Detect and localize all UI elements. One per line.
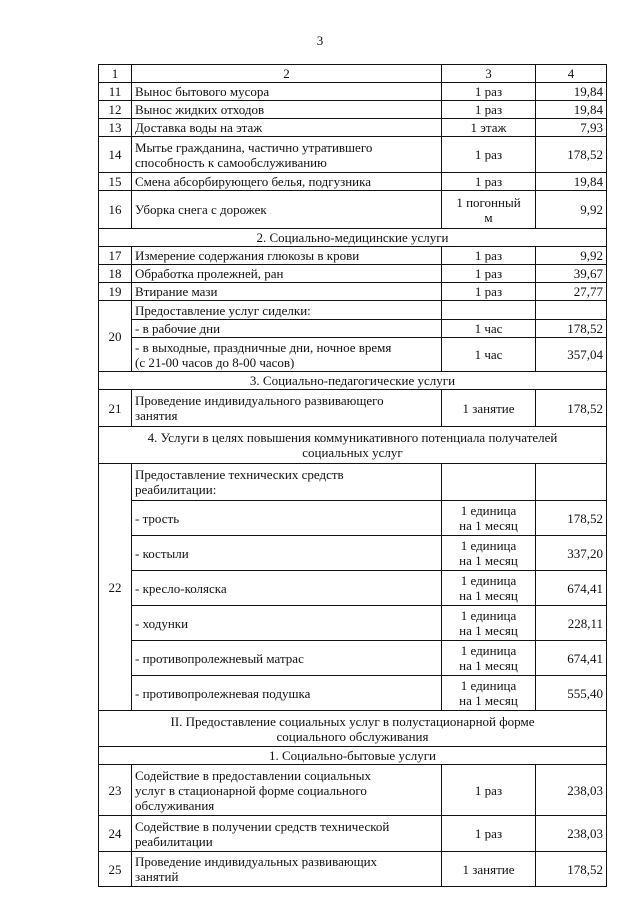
service-unit — [442, 191, 536, 229]
service-price: 7,93 — [536, 119, 607, 137]
service-name — [132, 390, 442, 427]
service-unit-line: 1 единица — [460, 503, 517, 518]
row-number: 19 — [99, 283, 132, 301]
service-unit: 1 раз — [442, 265, 536, 283]
section-heading-line: II. Предоставление социальных услуг в полустационарной форме — [170, 713, 535, 729]
service-name: Обработка пролежней, ран — [132, 265, 442, 283]
service-unit: 1 раз — [442, 137, 536, 173]
service-unit — [442, 641, 536, 676]
header-row — [99, 65, 607, 83]
table-row — [99, 301, 607, 320]
service-name-line: Содействие в предоставлении социальных — [135, 767, 371, 783]
service-unit: 1 раз — [442, 816, 536, 852]
table-row — [99, 852, 607, 887]
service-name-line: занятий — [135, 869, 179, 884]
page-number: 3 — [316, 33, 324, 48]
service-price: 19,84 — [536, 83, 607, 101]
service-unit: 1 час — [442, 338, 536, 372]
service-name: - противопролежневая подушка — [132, 676, 442, 711]
services-price-table — [98, 64, 607, 887]
section-row — [99, 229, 607, 247]
service-unit-line: 1 единица — [460, 678, 517, 693]
section-heading-line: 4. Услуги в целях повышения коммуникативного потенциала получателей — [147, 430, 558, 445]
service-price: 19,84 — [536, 173, 607, 191]
empty-cell — [442, 301, 536, 320]
row-number: 23 — [99, 765, 132, 816]
table-row — [99, 101, 607, 119]
service-unit: 1 раз — [442, 173, 536, 191]
service-name-line: реабилитации: — [135, 482, 217, 497]
service-name-line: Проведение индивидуального развивающего — [135, 393, 384, 408]
service-name: - ходунки — [132, 606, 442, 641]
service-unit-line: на 1 месяц — [459, 658, 518, 673]
service-name — [132, 765, 442, 816]
table-row — [99, 606, 607, 641]
service-price: 555,40 — [536, 676, 607, 711]
table-row — [99, 816, 607, 852]
col-header-3: 3 — [442, 65, 536, 83]
section-row — [99, 427, 607, 464]
table-row — [99, 536, 607, 571]
service-unit: 1 раз — [442, 247, 536, 265]
table-row — [99, 338, 607, 372]
service-unit: 1 этаж — [442, 119, 536, 137]
service-unit-line: на 1 месяц — [459, 553, 518, 568]
row-number: 20 — [99, 301, 132, 372]
table-row — [99, 676, 607, 711]
service-price: 19,84 — [536, 101, 607, 119]
service-unit — [442, 571, 536, 606]
service-price: 39,67 — [536, 265, 607, 283]
row-number: 11 — [99, 83, 132, 101]
service-price: 357,04 — [536, 338, 607, 372]
service-price: 228,11 — [536, 606, 607, 641]
section-row — [99, 711, 607, 747]
service-group-title: Предоставление услуг сиделки: — [132, 301, 442, 320]
table-row — [99, 571, 607, 606]
section-heading — [99, 427, 607, 464]
service-name: Доставка воды на этаж — [132, 119, 442, 137]
service-unit-line: 1 единица — [460, 538, 517, 553]
row-number: 16 — [99, 191, 132, 229]
service-name: - в рабочие дни — [132, 320, 442, 338]
table-row — [99, 247, 607, 265]
empty-cell — [442, 464, 536, 501]
service-price: 337,20 — [536, 536, 607, 571]
service-unit: 1 раз — [442, 101, 536, 119]
row-number: 22 — [99, 464, 132, 711]
table-row — [99, 641, 607, 676]
service-group-title — [132, 464, 442, 501]
service-price: 238,03 — [536, 765, 607, 816]
service-name-line: Проведение индивидуальных развивающих — [135, 854, 378, 869]
service-unit-line: м — [484, 209, 493, 225]
col-header-4: 4 — [536, 65, 607, 83]
service-name — [132, 852, 442, 887]
service-name-line: Мытье гражданина, частично утратившего — [135, 139, 373, 155]
service-price: 9,92 — [536, 247, 607, 265]
service-price: 178,52 — [536, 390, 607, 427]
section-heading: 2. Социально-медицинские услуги — [99, 229, 607, 247]
table-row — [99, 283, 607, 301]
section-heading-line: социальных услуг — [302, 445, 403, 460]
table-row — [99, 765, 607, 816]
table-row — [99, 191, 607, 229]
col-header-1: 1 — [99, 65, 132, 83]
service-unit-line: на 1 месяц — [459, 623, 518, 638]
section-heading: 1. Социально-бытовые услуги — [99, 747, 607, 765]
service-name: - трость — [132, 501, 442, 536]
row-number: 24 — [99, 816, 132, 852]
service-unit-line: 1 единица — [460, 573, 517, 588]
service-unit: 1 раз — [442, 283, 536, 301]
service-price: 178,52 — [536, 852, 607, 887]
service-name: Вынос бытового мусора — [132, 83, 442, 101]
section-row — [99, 372, 607, 390]
service-price: 674,41 — [536, 641, 607, 676]
table-row — [99, 464, 607, 501]
table-row — [99, 390, 607, 427]
service-name — [132, 137, 442, 173]
service-unit: 1 раз — [442, 83, 536, 101]
table-row — [99, 265, 607, 283]
row-number: 18 — [99, 265, 132, 283]
service-name-line: занятия — [135, 408, 178, 423]
row-number: 12 — [99, 101, 132, 119]
service-price: 27,77 — [536, 283, 607, 301]
table-row — [99, 320, 607, 338]
table-row — [99, 173, 607, 191]
service-name: Втирание мази — [132, 283, 442, 301]
service-name-line: способность к самообслуживанию — [135, 154, 327, 170]
service-unit: 1 час — [442, 320, 536, 338]
service-name: Измерение содержания глюкозы в крови — [132, 247, 442, 265]
service-name: Уборка снега с дорожек — [132, 191, 442, 229]
service-unit-line: на 1 месяц — [459, 693, 518, 708]
service-unit — [442, 676, 536, 711]
service-unit — [442, 536, 536, 571]
row-number: 13 — [99, 119, 132, 137]
service-price: 674,41 — [536, 571, 607, 606]
service-name — [132, 338, 442, 372]
service-name-line: услуг в стационарной форме социального — [135, 782, 367, 798]
service-name — [132, 816, 442, 852]
service-unit — [442, 501, 536, 536]
row-number: 17 — [99, 247, 132, 265]
service-unit — [442, 606, 536, 641]
table-row — [99, 137, 607, 173]
section-row — [99, 747, 607, 765]
service-unit-line: на 1 месяц — [459, 518, 518, 533]
service-name: - костыли — [132, 536, 442, 571]
section-heading: 3. Социально-педагогические услуги — [99, 372, 607, 390]
section-heading — [99, 711, 607, 747]
service-unit-line: 1 погонный — [456, 194, 521, 210]
service-unit-line: 1 единица — [460, 643, 517, 658]
row-number: 25 — [99, 852, 132, 887]
service-unit: 1 занятие — [442, 390, 536, 427]
service-name: - противопролежневый матрас — [132, 641, 442, 676]
service-unit: 1 раз — [442, 765, 536, 816]
service-price: 178,52 — [536, 320, 607, 338]
service-name-line: Содействие в получении средств технической — [135, 818, 390, 834]
service-unit-line: на 1 месяц — [459, 588, 518, 603]
service-name-line: (с 21-00 часов до 8-00 часов) — [135, 354, 295, 370]
service-name: - кресло-коляска — [132, 571, 442, 606]
table-row — [99, 501, 607, 536]
row-number: 14 — [99, 137, 132, 173]
service-name-line: Предоставление технических средств — [135, 467, 344, 482]
service-name-line: реабилитации — [135, 833, 213, 849]
table-row — [99, 83, 607, 101]
service-price: 178,52 — [536, 137, 607, 173]
service-unit-line: 1 единица — [460, 608, 517, 623]
row-number: 15 — [99, 173, 132, 191]
service-unit: 1 занятие — [442, 852, 536, 887]
empty-cell — [536, 301, 607, 320]
col-header-2: 2 — [132, 65, 442, 83]
service-price: 178,52 — [536, 501, 607, 536]
service-name: Смена абсорбирующего белья, подгузника — [132, 173, 442, 191]
service-price: 9,92 — [536, 191, 607, 229]
service-name-line: - в выходные, праздничные дни, ночное время — [135, 339, 392, 355]
service-name-line: обслуживания — [135, 797, 215, 813]
service-name: Вынос жидких отходов — [132, 101, 442, 119]
table-row — [99, 119, 607, 137]
empty-cell — [536, 464, 607, 501]
service-price: 238,03 — [536, 816, 607, 852]
section-heading-line: социального обслуживания — [276, 728, 429, 744]
row-number: 21 — [99, 390, 132, 427]
